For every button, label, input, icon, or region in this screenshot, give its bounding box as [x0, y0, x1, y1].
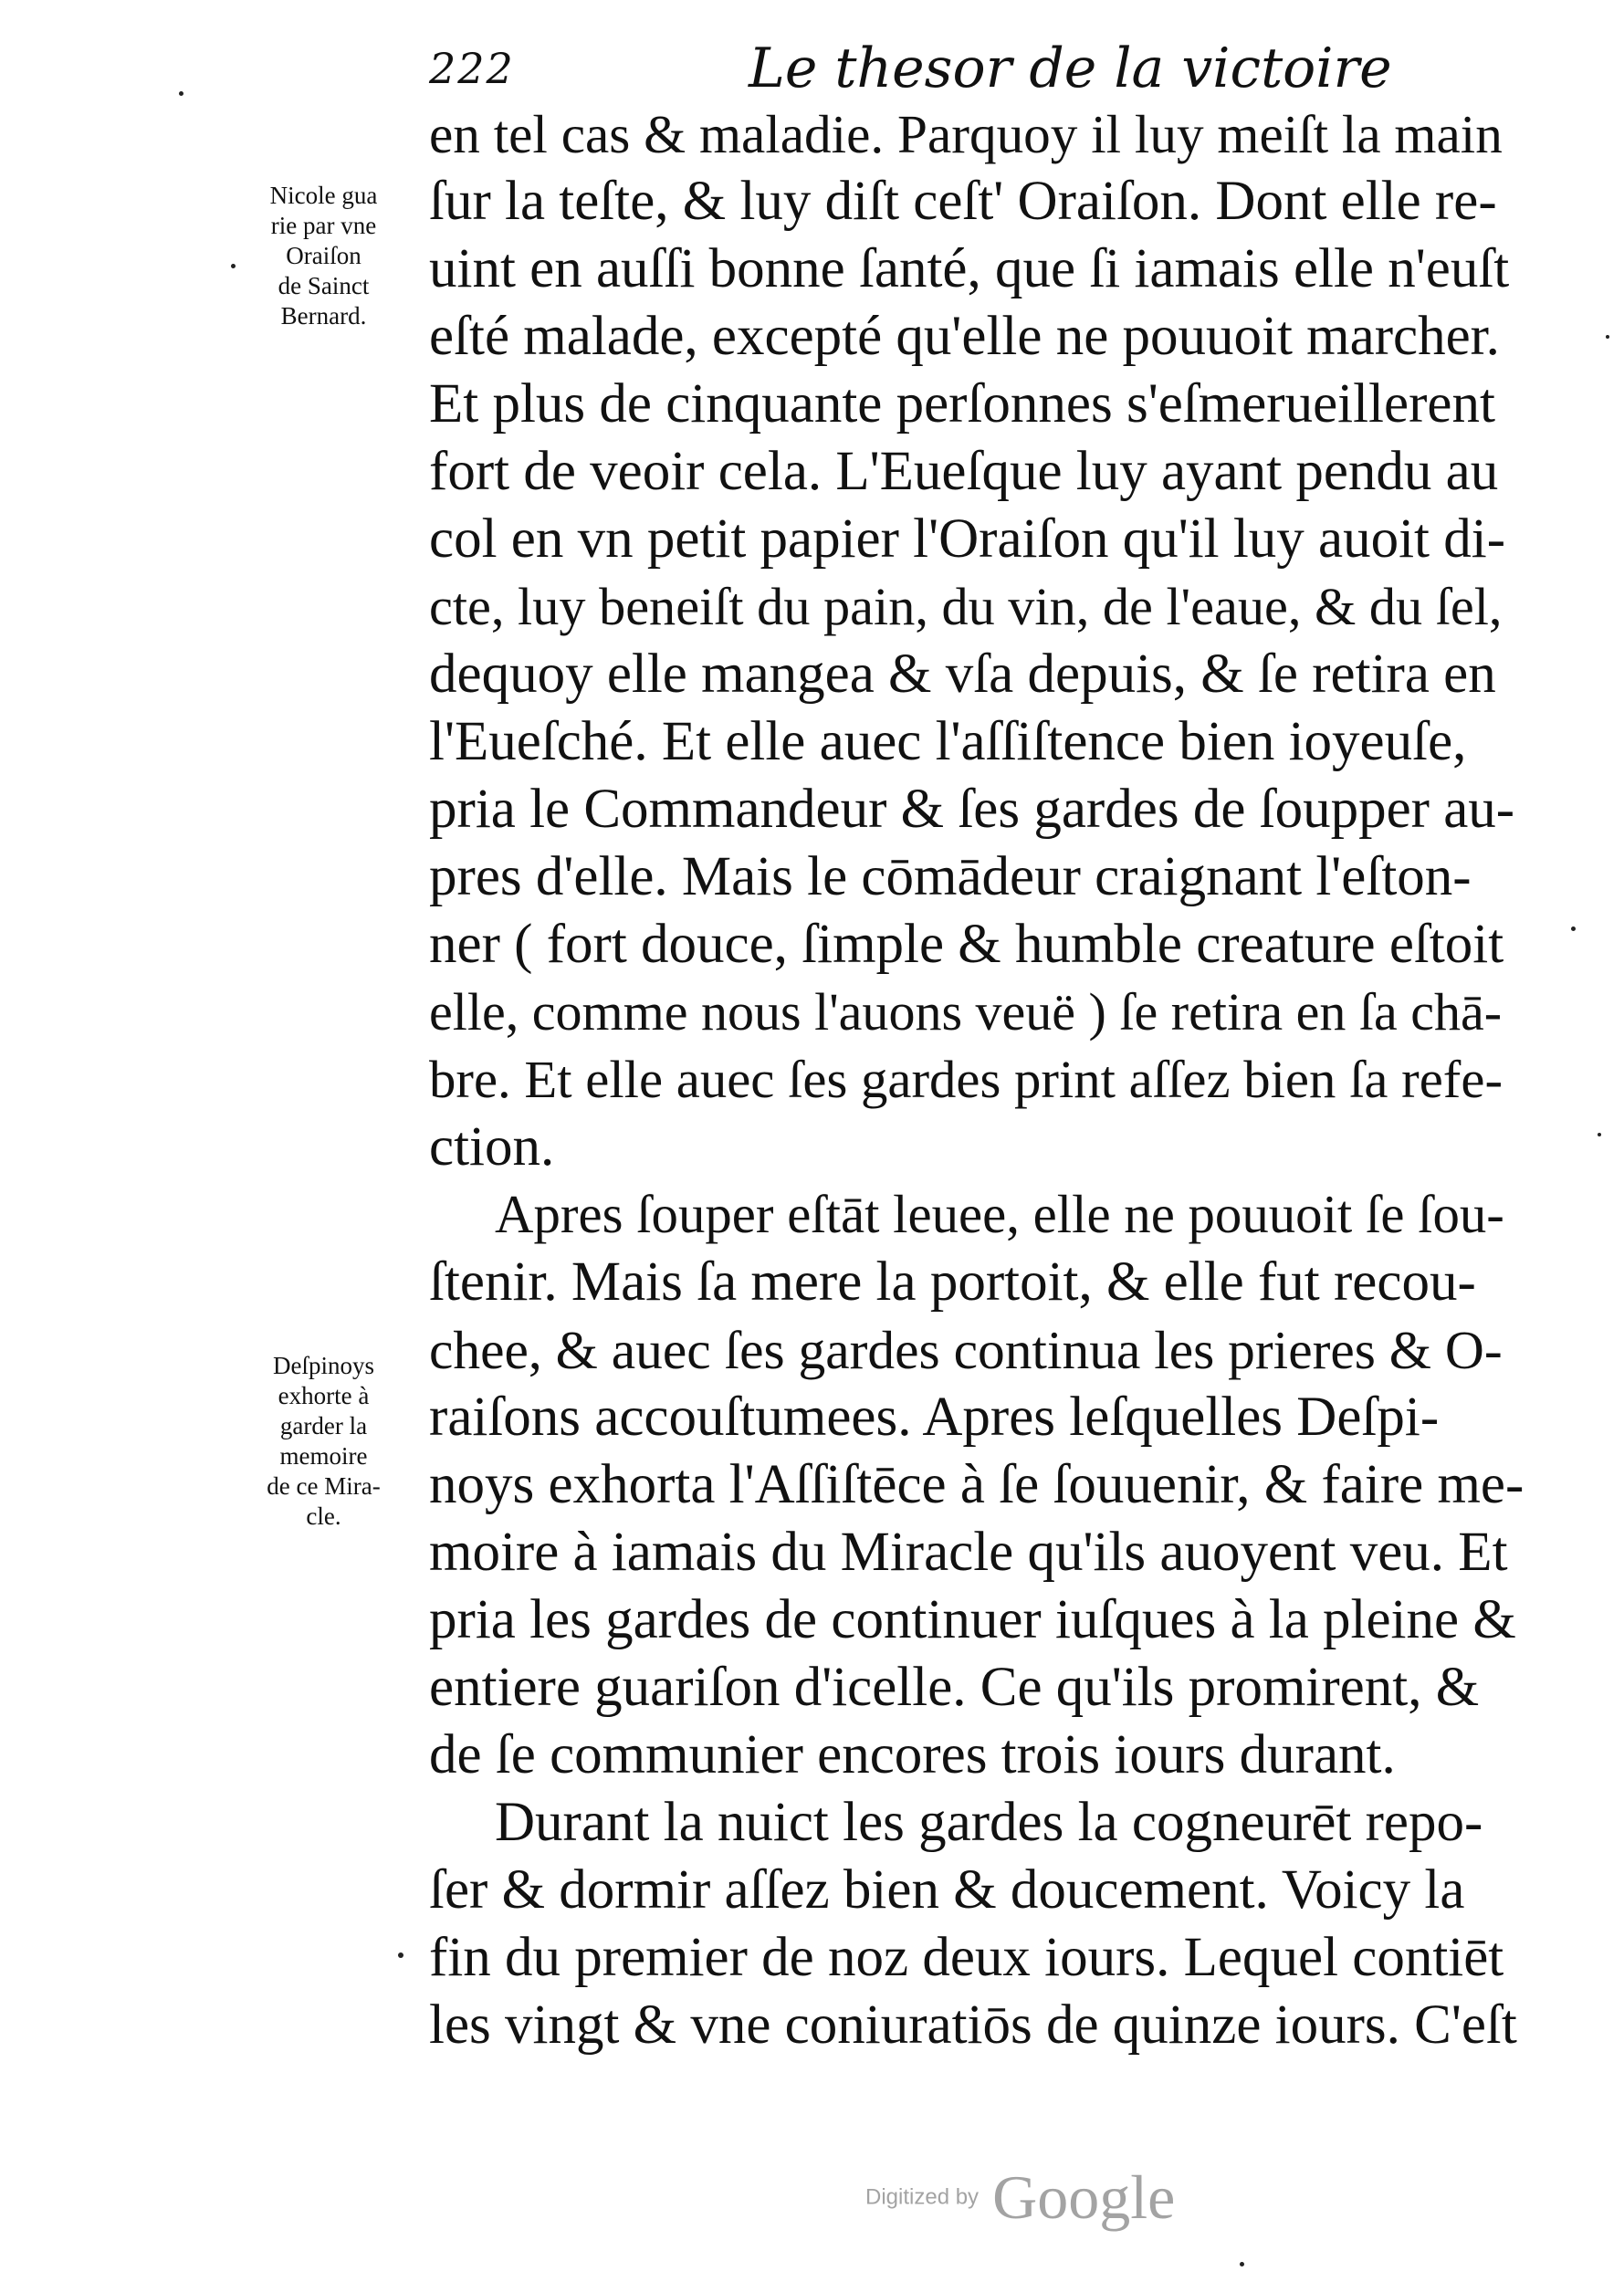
text-line: dequoy elle mangea & vſa depuis, & ſe retira en [429, 644, 1496, 705]
text-line: moire à iamais du Miracle qu'ils auoyent veu. Et [429, 1522, 1508, 1583]
scan-speck [1571, 926, 1576, 931]
text-line: Et plus de cinquante perſonnes s'eſmerueillerent [429, 373, 1495, 434]
margin-note-line: garder la [279, 1412, 368, 1439]
margin-note-exhortation [248, 1351, 399, 1532]
text-line: ner ( fort douce, ſimple & humble creature eſtoit [429, 914, 1504, 975]
margin-note-healing [248, 181, 399, 331]
running-title: Le thesor de la victoire [749, 37, 1392, 100]
margin-note-line: Nicole gua [269, 182, 378, 209]
text-line: chee, & auec ſes gardes continua les prieres & O- [429, 1320, 1503, 1380]
scan-speck [1598, 1133, 1601, 1136]
margin-note-line: Bernard. [280, 302, 367, 330]
scan-speck [179, 91, 183, 96]
margin-note-line: rie par vne [270, 212, 377, 239]
text-line: fin du premier de noz deux iours. Lequel contiēt [429, 1927, 1504, 1988]
scan-speck [1606, 335, 1609, 339]
body-text [429, 100, 1524, 2059]
margin-note-line: Deſpinoys [273, 1352, 374, 1379]
text-line: Apres ſouper eſtāt leuee, elle ne pouuoit ſe ſou- [495, 1185, 1504, 1244]
text-line: ſtenir. Mais ſa mere la portoit, & elle fut recou- [429, 1251, 1476, 1313]
margin-note-line: Oraiſon [286, 242, 361, 269]
text-line: bre. Et elle auec ſes gardes print aſſez bien ſa refe- [429, 1050, 1504, 1109]
text-line: ſur la teſte, & luy diſt ceſt' Oraiſon. Dont elle re- [429, 171, 1497, 232]
text-line: col en vn petit papier l'Oraiſon qu'il luy auoit di- [429, 508, 1506, 570]
digitized-by-watermark [865, 2162, 1175, 2235]
margin-note-line: cle. [306, 1502, 341, 1530]
text-line: les vingt & vne coniuratiōs de quinze iours. C'eſt [429, 1994, 1517, 2056]
scan-speck [1240, 2262, 1244, 2266]
scan-speck [398, 1952, 403, 1958]
text-line: eſté malade, excepté qu'elle ne pouuoit marcher. [429, 306, 1500, 367]
margin-note-line: de Sainct [278, 272, 370, 299]
text-line: en tel cas & maladie. Parquoy il luy meiſt la main [429, 104, 1503, 164]
scan-speck [231, 264, 236, 268]
text-line: fort de veoir cela. L'Eueſque luy ayant pendu au [429, 441, 1499, 502]
google-logo: Google [992, 2162, 1176, 2232]
margin-note-line: de ce Mira- [267, 1472, 381, 1500]
text-line: raiſons accouſtumees. Apres leſquelles Deſpi- [429, 1387, 1440, 1448]
text-line: elle, comme nous l'auons veuë ) ſe retira en ſa chā- [429, 982, 1503, 1042]
text-line: entiere guariſon d'icelle. Ce qu'ils promirent, & [429, 1657, 1480, 1718]
text-line: cte, luy beneiſt du pain, du vin, de l'eaue, & du ſel, [429, 577, 1503, 636]
text-line: Durant la nuict les gardes la cogneurēt repo- [495, 1792, 1483, 1853]
text-line: ſer & dormir aſſez bien & doucement. Voicy la [429, 1859, 1465, 1921]
text-line: pria les gardes de continuer iuſques à la pleine & [429, 1589, 1516, 1650]
margin-note-line: memoire [279, 1442, 368, 1470]
text-line: pria le Commandeur & ſes gardes de ſoupper au- [429, 779, 1515, 840]
page-header [429, 37, 1524, 110]
text-line: ction. [429, 1116, 555, 1178]
page-number: 222 [429, 44, 515, 93]
text-line: uint en auſſi bonne ſanté, que ſi iamais elle n'euſt [429, 238, 1510, 299]
text-line: de ſe communier encores trois iours durant. [429, 1724, 1396, 1785]
watermark-prefix: Digitized by [865, 2184, 980, 2210]
text-line: l'Eueſché. Et elle auec l'aſſiſtence bien ioyeuſe, [429, 711, 1467, 772]
text-line: noys exhorta l'Aſſiſtēce à ſe ſouuenir, & faire me- [429, 1454, 1524, 1515]
text-line: pres d'elle. Mais le cōmādeur craignant l'eſton- [429, 846, 1472, 907]
margin-note-line: exhorte à [278, 1382, 370, 1409]
